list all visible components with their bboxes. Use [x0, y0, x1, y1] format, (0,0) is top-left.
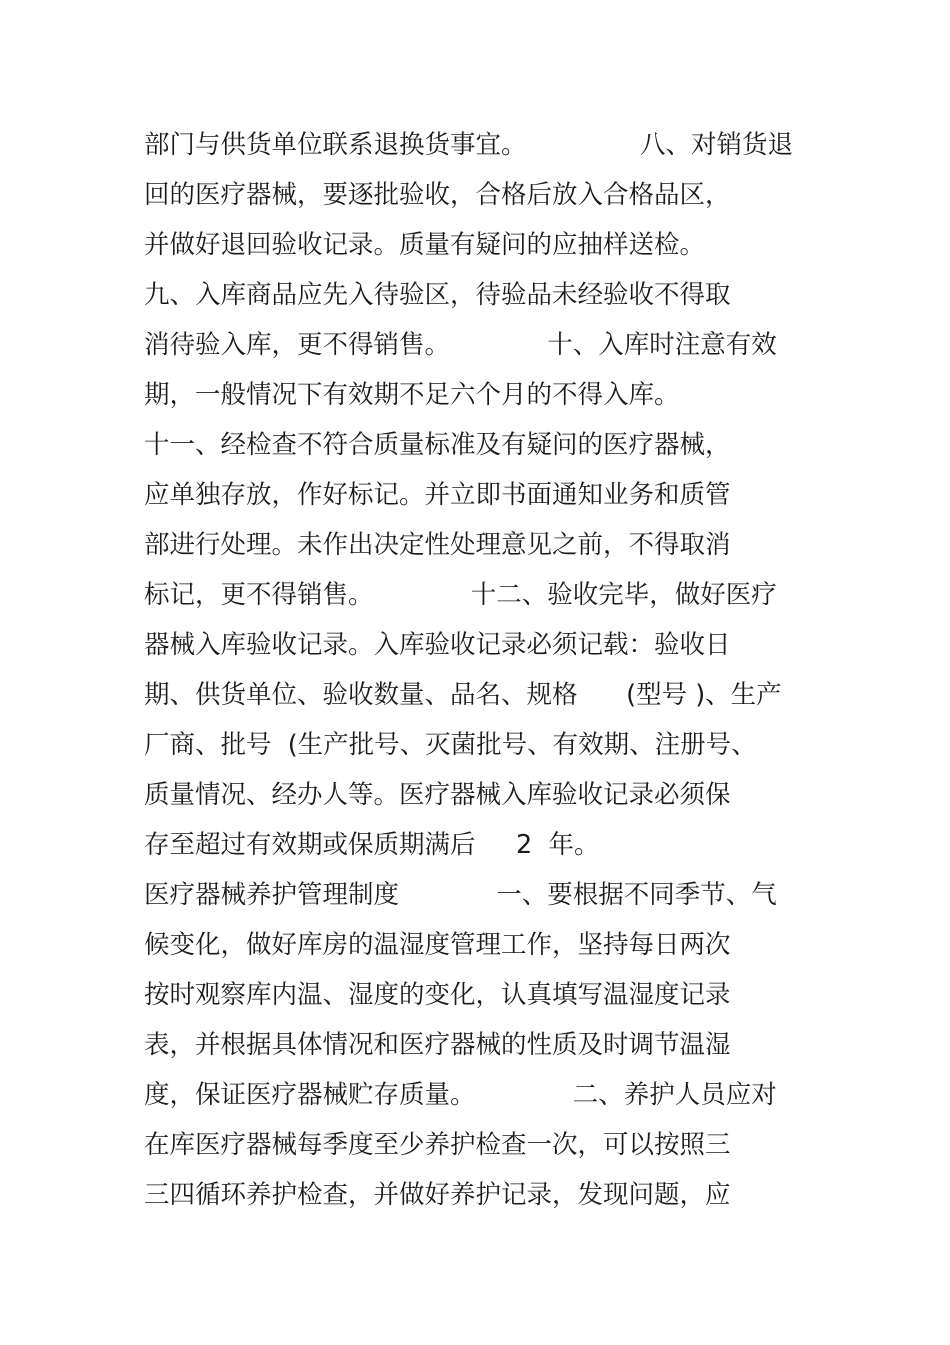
- text-line: 回的医疗器械，要逐批验收，合格后放入合格品区，: [144, 180, 731, 210]
- text-line: 期、供货单位、验收数量、品名、规格 (型号 )、生产: [144, 680, 782, 710]
- text-line: 应单独存放，作好标记。并立即书面通知业务和质管: [144, 480, 731, 510]
- body-text: [144, 120, 814, 1220]
- text-line: 标记，更不得销售。 十二、验收完毕，做好医疗: [144, 580, 777, 610]
- text-line: 三四循环养护检查，并做好养护记录，发现问题，应: [144, 1180, 731, 1210]
- text-line: 按时观察库内温、湿度的变化，认真填写温湿度记录: [144, 980, 731, 1010]
- text-line: 并做好退回验收记录。质量有疑问的应抽样送检。: [144, 230, 706, 260]
- text-line: 在库医疗器械每季度至少养护检查一次，可以按照三: [144, 1130, 731, 1160]
- text-line: 质量情况、经办人等。医疗器械入库验收记录必须保: [144, 780, 731, 810]
- text-line: 期，一般情况下有效期不足六个月的不得入库。: [144, 380, 680, 410]
- text-line: 存至超过有效期或保质期满后 2 年。: [144, 830, 600, 860]
- text-line: 厂商、批号 (生产批号、灭菌批号、有效期、注册号、: [144, 730, 757, 760]
- text-line: 消待验入库，更不得销售。 十、入库时注意有效: [144, 330, 777, 360]
- text-line: 医疗器械养护管理制度 一、要根据不同季节、气: [144, 880, 777, 910]
- text-line: 十一、经检查不符合质量标准及有疑问的医疗器械，: [144, 430, 731, 460]
- text-line: 部进行处理。未作出决定性处理意见之前，不得取消: [144, 530, 731, 560]
- text-line: 度，保证医疗器械贮存质量。 二、养护人员应对: [144, 1080, 777, 1110]
- text-line: 器械入库验收记录。入库验收记录必须记载：验收日: [144, 630, 731, 660]
- text-line: 候变化，做好库房的温湿度管理工作，坚持每日两次: [144, 930, 731, 960]
- text-line: 部门与供货单位联系退换货事宜。 八、对销货退: [144, 130, 793, 160]
- text-line: 表，并根据具体情况和医疗器械的性质及时调节温湿: [144, 1030, 731, 1060]
- text-line: 九、入库商品应先入待验区，待验品未经验收不得取: [144, 280, 731, 310]
